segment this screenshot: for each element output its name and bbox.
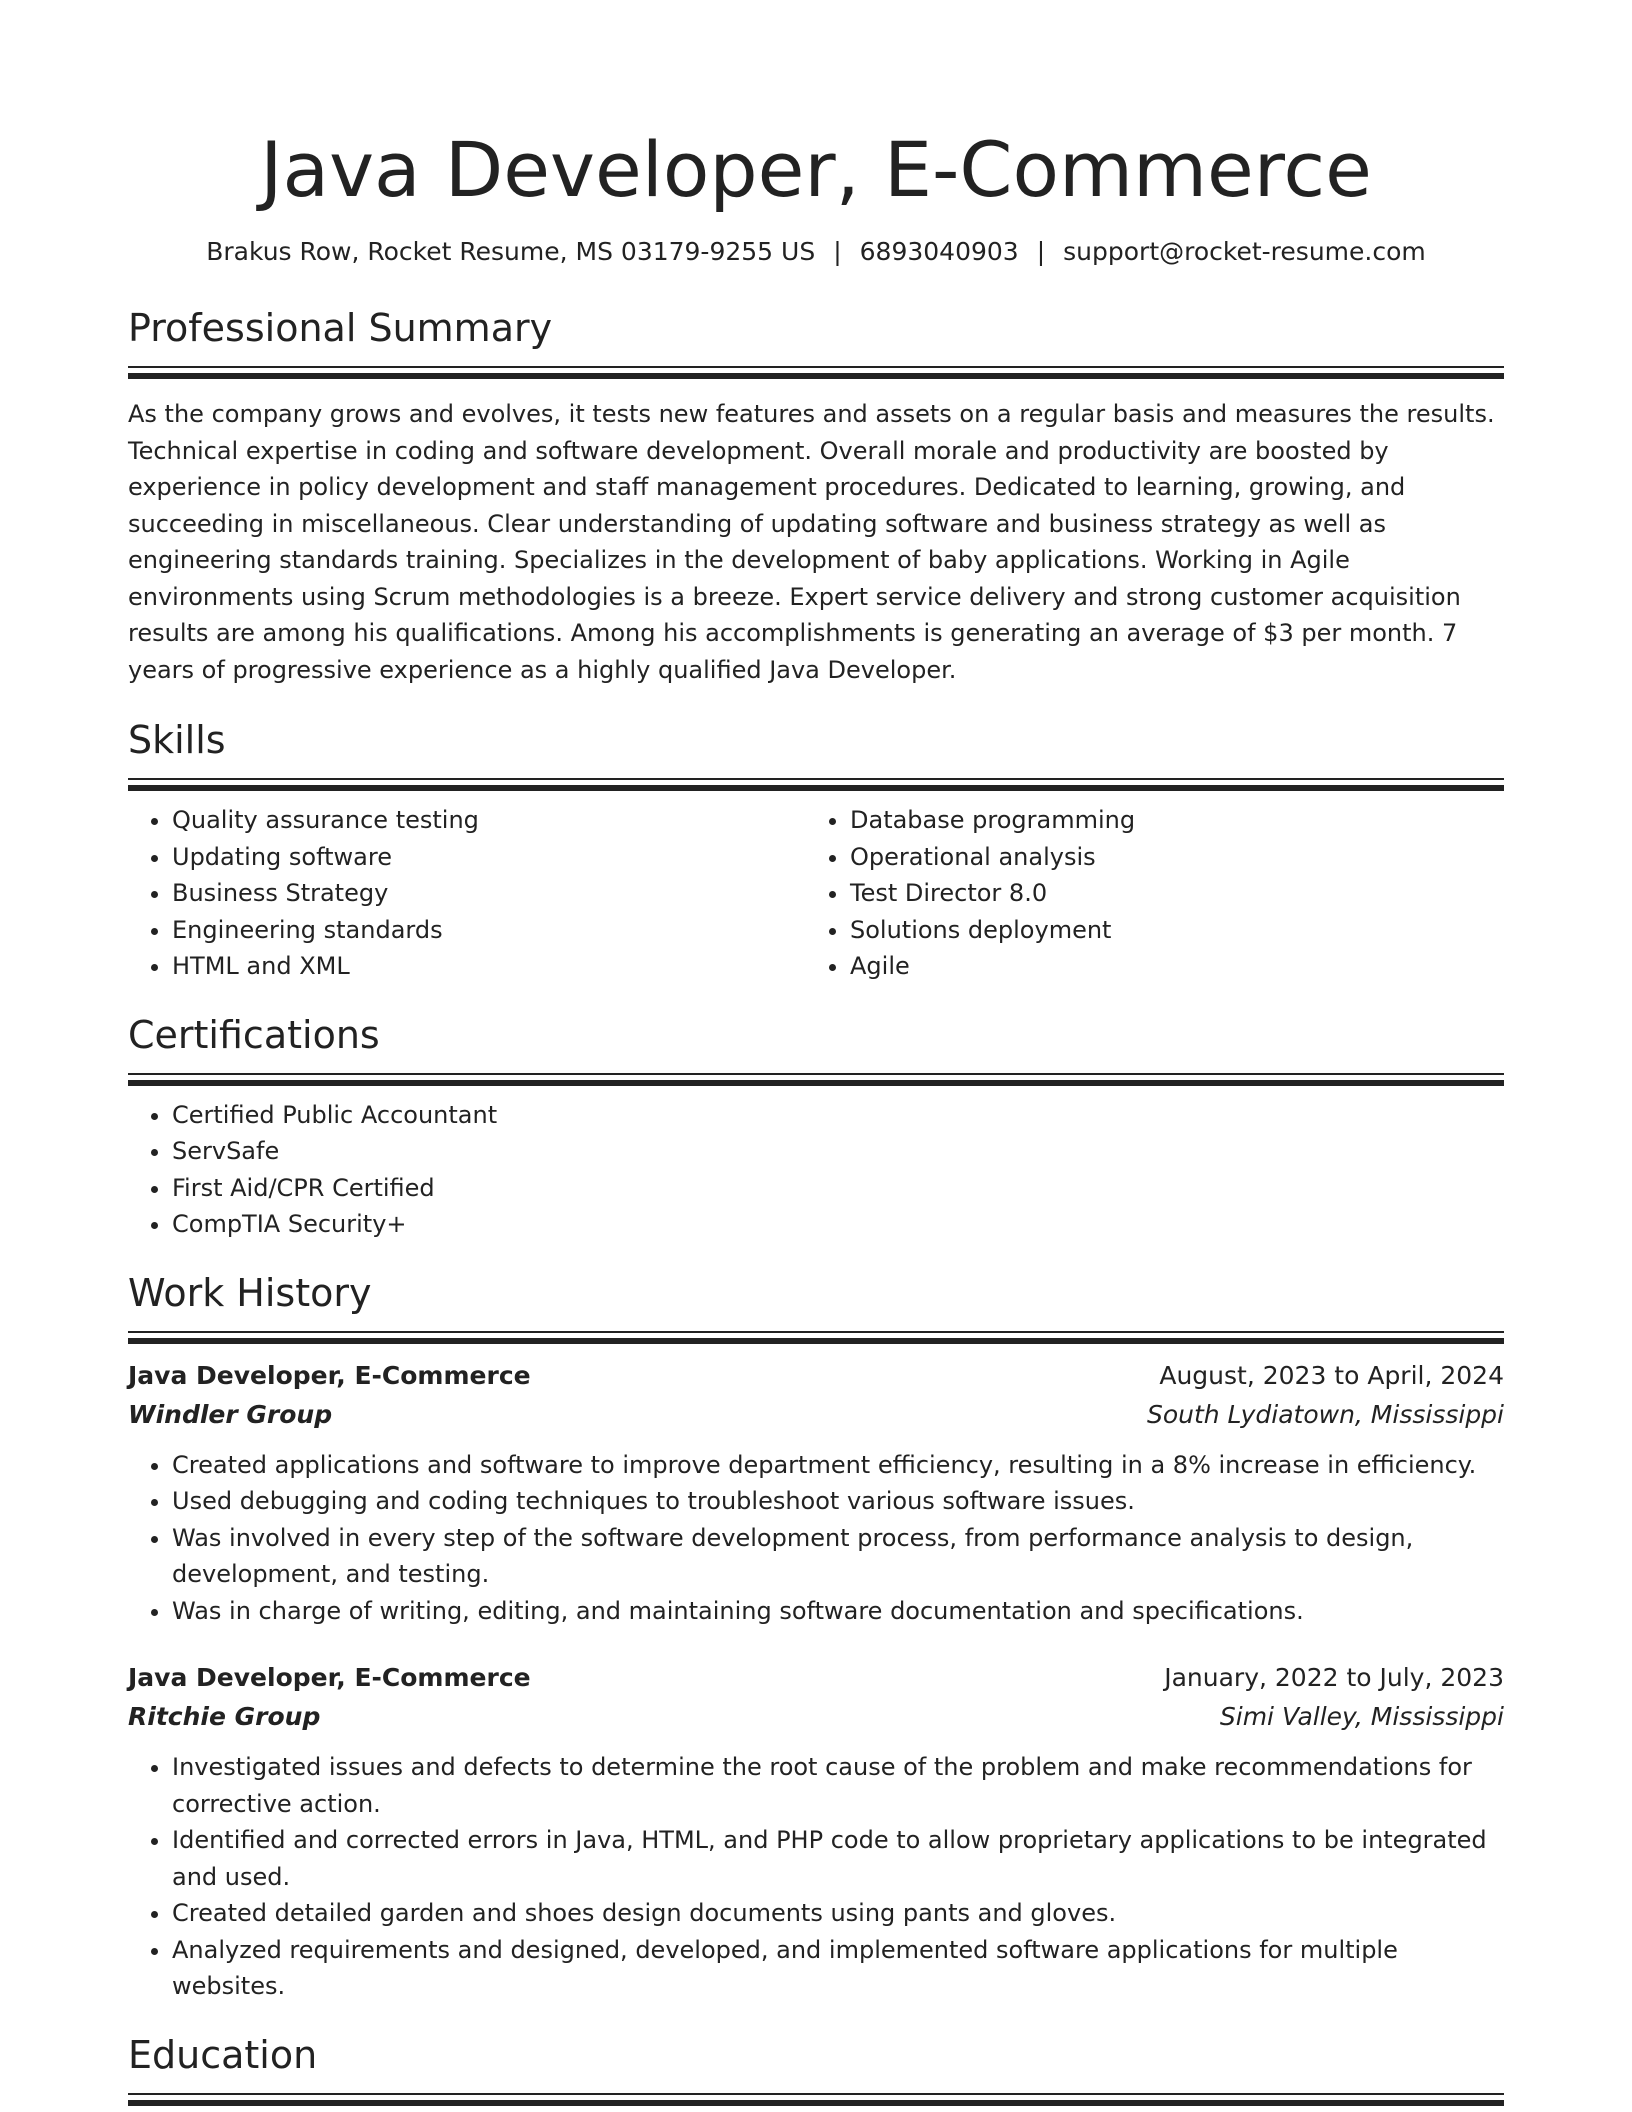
certification-item: • CompTIA Security+ [172,1206,1504,1243]
job-bullets [128,1447,1504,1630]
job-bullets [128,1749,1504,2005]
job-bullet: • Created applications and software to improve department efficiency, resulting in a 8% increase in efficiency. [172,1447,1504,1484]
contact-address: Brakus Row, Rocket Resume, MS 03179-9255 US [206,237,816,266]
job-header [128,1659,1504,1697]
section-divider [128,1073,1504,1085]
skills-column-right [806,802,1484,985]
section-divider [128,2093,1504,2105]
section-title-certifications: Certifications [128,1012,380,1057]
section-divider [128,1331,1504,1343]
job-bullet: • Investigated issues and defects to determine the root cause of the problem and make recommendations for corrective action. [172,1749,1504,1822]
certifications-list [128,1097,1504,1243]
section-divider [128,366,1504,378]
job-company: Windler Group [128,1399,333,1429]
skill-item: • Business Strategy [172,875,806,912]
contact-separator: | [1036,237,1046,266]
skill-item: • Test Director 8.0 [850,875,1484,912]
job-dates: August, 2023 to April, 2024 [1159,1360,1504,1390]
resume-page [128,0,1504,2105]
skill-item: • Operational analysis [850,839,1484,876]
section-divider [128,778,1504,790]
section-work-history [128,1269,1504,2005]
certification-item: • First Aid/CPR Certified [172,1170,1504,1207]
job-title: Java Developer, E-Commerce [128,1663,531,1692]
section-title-work-history: Work History [128,1270,372,1315]
job-entry [128,1659,1504,2005]
job-bullet: • Was in charge of writing, editing, and maintaining software documentation and specifications. [172,1593,1504,1630]
section-education [128,2031,1504,2105]
skill-item: • Agile [850,948,1484,985]
job-location: South Lydiatown, Mississippi [1146,1399,1504,1429]
skill-item: • Updating software [172,839,806,876]
section-summary [128,304,1504,688]
contact-email: support@rocket-resume.com [1063,237,1426,266]
skill-item: • Solutions deployment [850,912,1484,949]
job-dates: January, 2022 to July, 2023 [1164,1663,1504,1692]
job-title: Java Developer, E-Commerce [128,1360,531,1390]
job-bullet: • Was involved in every step of the software development process, from performance analysis to design, development, and testing. [172,1520,1504,1593]
job-header [128,1357,1504,1395]
job-entry [128,1357,1504,1630]
section-title-summary: Professional Summary [128,306,553,350]
section-certifications [128,1011,1504,1243]
contact-line [128,236,1504,268]
section-title-skills: Skills [128,718,226,762]
skill-item: • Quality assurance testing [172,802,806,839]
job-subheader [128,1395,1504,1435]
skills-grid [128,802,1504,985]
skill-item: • Engineering standards [172,912,806,949]
section-skills [128,716,1504,985]
job-subheader [128,1697,1504,1737]
job-bullet: • Created detailed garden and shoes design documents using pants and gloves. [172,1895,1504,1932]
contact-phone: 6893040903 [859,237,1019,266]
contact-separator: | [833,237,842,266]
certification-item: • Certified Public Accountant [172,1097,1504,1134]
job-location: Simi Valley, Mississippi [1219,1702,1504,1731]
section-title-education: Education [128,2032,318,2077]
job-company: Ritchie Group [128,1702,321,1731]
job-bullet: • Identified and corrected errors in Java, HTML, and PHP code to allow proprietary applications to be integrated and used. [172,1822,1504,1895]
certification-item: • ServSafe [172,1133,1504,1170]
skills-column-left [128,802,806,985]
skill-item: • Database programming [850,802,1484,839]
job-bullet: • Analyzed requirements and designed, developed, and implemented software applications for multiple websites. [172,1932,1504,2005]
skill-item: • HTML and XML [172,948,806,985]
resume-name: Java Developer, E-Commerce [260,125,1372,214]
summary-text: As the company grows and evolves, it tests new features and assets on a regular basis and measures the results. Technical expertise in coding and software development. Overall morale and productivity are boosted by experience in policy development and staff management procedures. Dedicated to learning, growing, and succeeding in miscellaneous. Clear understanding of updating software and business strategy as well as engineering standards training. Specializes in the development of baby applications. Working in Agile environments using Scrum methodologies is a breeze. Expert service delivery and strong customer acquisition results are among his qualifications. Among his accomplishments is generating an average of $3 per month. 7 years of progressive experience as a highly qualified Java Developer. [128,400,1495,684]
job-bullet: • Used debugging and coding techniques to troubleshoot various software issues. [172,1483,1504,1520]
